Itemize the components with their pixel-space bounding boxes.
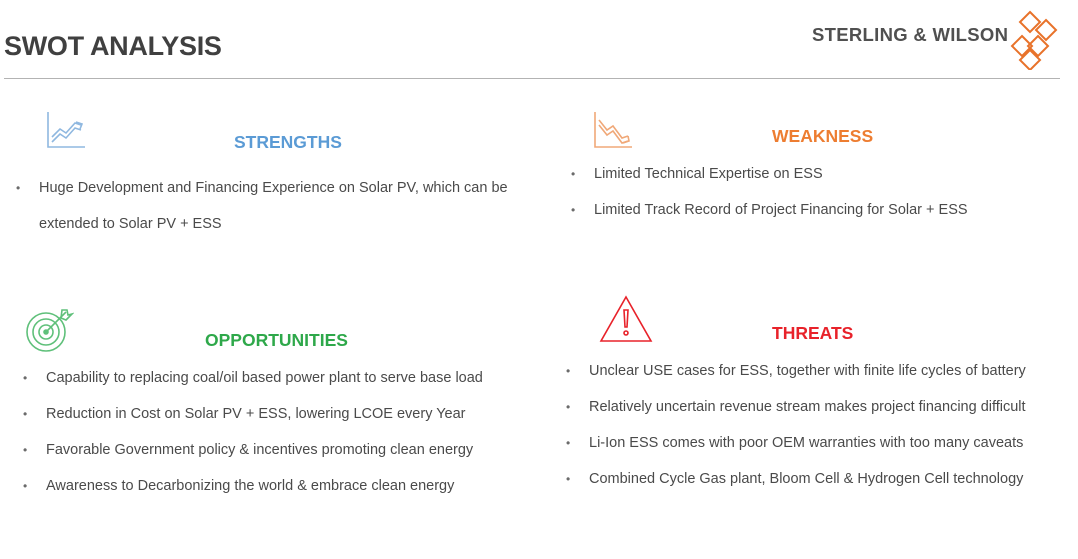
opportunities-heading: OPPORTUNITIES	[205, 330, 348, 350]
opportunities-list	[46, 360, 483, 504]
logo-text: STERLING & WILSON	[812, 24, 1009, 45]
weakness-heading: WEAKNESS	[772, 126, 874, 146]
list-item: • Reduction in Cost on Solar PV + ESS, lowering LCOE every Year	[46, 396, 483, 432]
logo-mark-icon	[1008, 10, 1060, 70]
list-item: • Relatively uncertain revenue stream makes project financing difficult	[589, 389, 1026, 425]
weakness-list	[594, 156, 968, 228]
list-item: • Favorable Government policy & incentives promoting clean energy	[46, 432, 483, 468]
list-item: • Combined Cycle Gas plant, Bloom Cell & Hydrogen Cell technology	[589, 461, 1026, 497]
strengths-heading: STRENGTHS	[234, 132, 342, 152]
line-chart-down-icon	[592, 110, 634, 150]
list-item: • Unclear USE cases for ESS, together with finite life cycles of battery	[589, 353, 1026, 389]
page-title: SWOT ANALYSIS	[4, 31, 222, 61]
company-logo	[812, 10, 1062, 72]
warning-triangle-icon	[598, 294, 654, 344]
line-chart-up-icon	[45, 110, 87, 150]
list-item: • Li-Ion ESS comes with poor OEM warranties with too many caveats	[589, 425, 1026, 461]
list-item: • Awareness to Decarbonizing the world & embrace clean energy	[46, 468, 483, 504]
target-arrow-icon	[24, 306, 74, 354]
list-item: • Limited Track Record of Project Financing for Solar + ESS	[594, 192, 968, 228]
threats-heading: THREATS	[772, 323, 854, 343]
list-item: • Capability to replacing coal/oil based power plant to serve base load	[46, 360, 483, 396]
threats-list	[589, 353, 1026, 497]
strengths-list	[39, 170, 529, 242]
list-item: • Limited Technical Expertise on ESS	[594, 156, 968, 192]
title-divider	[4, 78, 1060, 79]
list-item: • Huge Development and Financing Experience on Solar PV, which can be extended to Solar PV + ESS	[39, 170, 529, 242]
